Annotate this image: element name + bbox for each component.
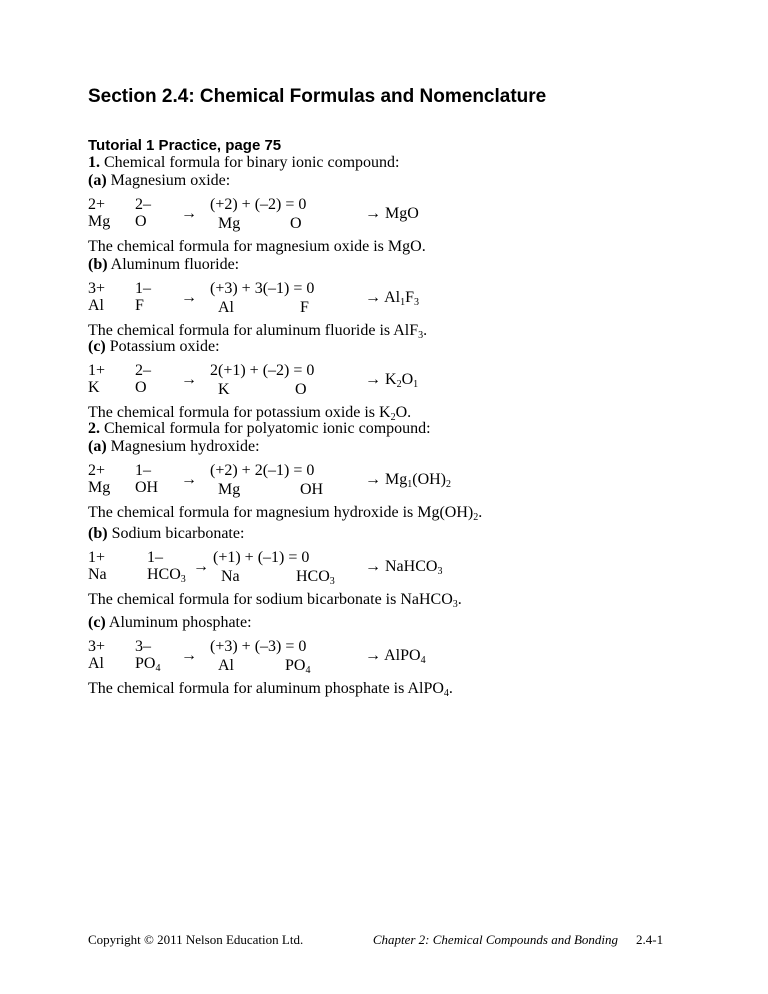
equation-ion1-text: K [218,381,230,398]
equation-ion2 [295,381,307,399]
footer-copyright: Copyright © 2011 Nelson Education Ltd. [88,932,304,947]
part-name: Aluminum fluoride: [107,256,240,273]
equation-ion1-text: Mg [218,215,241,232]
equation-ion2-text: PO [285,657,306,674]
section-title: Section 2.4: Chemical Formulas and Nomenclature [88,86,547,107]
ion2-symbol [135,213,147,231]
equation-ion2-text: O [295,381,307,398]
result-text: O [401,371,414,388]
conclusion-sentence [88,404,411,422]
charge-equation: (+2) + (–2) = 0 [210,196,307,213]
equation-ion1-text: Na [221,568,240,585]
subscript: 3 [329,576,335,587]
ion2-symbol [135,479,158,497]
conclusion-end: . [423,322,428,339]
equation-ion2-text: O [290,215,302,232]
part-heading [88,338,220,356]
ion2-charge [135,462,151,480]
result-text: → MgO [365,205,419,222]
subscript: 3 [418,330,424,341]
ion1-symbol-text: K [88,379,100,396]
arrow-icon: → [181,289,197,306]
equation-ion1 [218,381,230,399]
result-formula [365,205,419,223]
equation-ion1-text: Al [218,657,234,674]
ion2-symbol-text: OH [135,479,159,496]
part-heading [88,614,252,632]
ion2-charge-text: 1– [135,462,151,479]
conclusion-text: The chemical formula for potassium oxide is K [88,404,391,421]
subscript: 4 [420,655,426,666]
subscript: 3 [414,297,420,308]
subscript: 3 [180,574,186,585]
result-text: F [405,289,415,306]
ion2-charge-text: 2– [135,196,151,213]
result-text: → AlPO [365,647,421,664]
charge-equation: 2(+1) + (–2) = 0 [210,362,315,379]
equation-ion2 [285,657,310,675]
part-heading [88,438,260,456]
ion2-symbol [135,655,160,673]
question-1 [88,154,399,172]
arrow-icon: → [181,371,197,388]
part-heading [88,525,244,543]
part-label: (b) [88,525,108,542]
ion1-symbol [88,379,100,397]
ion2-charge-text: 1– [135,280,151,297]
conclusion-text: The chemical formula for aluminum phosphate is AlPO [88,680,444,697]
ion1-symbol-text: Mg [88,479,111,496]
q-text: Chemical formula for binary ionic compound: [100,154,400,171]
equation-ion2 [300,481,323,499]
equation-ion1-text: Al [218,299,234,316]
part-name: Sodium bicarbonate: [107,525,245,542]
ion2-symbol-text: O [135,379,147,396]
result-formula [365,471,451,489]
question-2 [88,420,431,438]
conclusion-text: The chemical formula for magnesium hydroxide is Mg(OH) [88,504,474,521]
result-formula [365,289,419,307]
conclusion-sentence [88,680,453,698]
charge-equation: (+2) + 2(–1) = 0 [210,462,315,479]
result-formula [365,647,426,665]
conclusion-text: The chemical formula for sodium bicarbonate is NaHCO [88,591,453,608]
ion2-symbol-text: F [135,297,144,314]
conclusion-end: O. [395,404,412,421]
part-heading [88,172,230,190]
ion2-symbol-text: PO [135,655,156,672]
ion1-symbol [88,479,110,497]
result-text: → NaHCO [365,558,438,575]
subscript: 2 [390,412,396,423]
conclusion-text: The chemical formula for magnesium oxide is MgO. [88,238,426,255]
equation-ion1 [221,568,240,586]
equation-ion2-text: HCO [296,568,330,585]
subscript: 2 [446,479,451,490]
conclusion-end: . [457,591,462,608]
q-num: 1. [88,154,100,171]
subscript: 4 [443,688,449,699]
ion1-charge [88,462,105,480]
equation-ion2 [296,568,335,586]
arrow-icon: → [193,558,209,575]
ion2-charge-text: 3– [135,638,151,655]
subscript: 1 [413,379,419,390]
ion1-charge [88,196,105,214]
ion2-charge-text: 2– [135,362,151,379]
arrow-icon: → [181,205,197,222]
equation-ion1 [218,215,240,233]
ion1-charge-text: 1+ [88,362,106,379]
charge-equation: (+3) + (–3) = 0 [210,638,307,655]
part-label: (b) [88,256,108,273]
ion2-symbol-text: O [135,213,147,230]
equation-ion1 [218,299,234,317]
conclusion-text: The chemical formula for aluminum fluoride is AlF [88,322,419,339]
result-text: → Al [365,289,401,306]
ion1-charge [88,362,105,380]
ion2-charge [147,549,163,567]
conclusion-sentence [88,238,426,256]
equation-ion2 [290,215,302,233]
subscript: 4 [155,663,161,674]
ion1-charge [88,549,105,567]
conclusion-end: . [478,504,483,521]
ion1-charge-text: 2+ [88,462,106,479]
ion1-charge-text: 2+ [88,196,106,213]
ion2-symbol [135,379,147,397]
conclusion-end: . [448,680,453,697]
arrow-icon: → [181,647,197,664]
conclusion-sentence [88,591,462,609]
ion1-charge-text: 1+ [88,549,106,566]
tutorial-heading: Tutorial 1 Practice, page 75 [88,137,282,154]
part-name: Magnesium hydroxide: [106,438,260,455]
equation-ion2-text: F [300,299,309,316]
ion1-symbol [88,566,107,584]
footer-chapter: Chapter 2: Chemical Compounds and Bonding [372,932,618,947]
part-label: (c) [88,338,106,355]
part-name: Potassium oxide: [105,338,220,355]
charge-equation: (+3) + 3(–1) = 0 [210,280,315,297]
ion1-symbol [88,655,104,673]
ion1-charge-text: 3+ [88,280,106,297]
subscript: 1 [400,297,406,308]
ion2-charge [135,362,151,380]
subscript: 4 [305,665,311,676]
ion1-symbol [88,297,104,315]
equation-ion2-text: OH [300,481,324,498]
part-name: Magnesium oxide: [106,172,231,189]
ion2-symbol-text: HCO [147,566,181,583]
arrow-icon: → [181,471,197,488]
ion1-symbol-text: Al [88,655,104,672]
subscript: 3 [437,566,443,577]
ion2-charge [135,196,151,214]
subscript: 3 [452,599,458,610]
ion1-symbol [88,213,110,231]
subscript: 2 [396,379,402,390]
subscript: 1 [407,479,413,490]
result-text: (OH) [412,471,446,488]
equation-ion1 [218,657,234,675]
q-text: Chemical formula for polyatomic ionic compound: [100,420,431,437]
result-text: → Mg [365,471,408,488]
charge-equation: (+1) + (–1) = 0 [213,549,310,566]
ion2-symbol [135,297,144,315]
ion1-charge-text: 3+ [88,638,106,655]
ion1-charge [88,280,105,298]
footer-page-number: 2.4-1 [636,932,664,947]
result-text: → K [365,371,397,388]
part-label: (a) [88,438,107,455]
part-name: Aluminum phosphate: [105,614,252,631]
ion2-charge [135,638,151,656]
ion1-symbol-text: Mg [88,213,111,230]
ion2-symbol [147,566,186,584]
part-label: (c) [88,614,106,631]
ion2-charge [135,280,151,298]
equation-ion1 [218,481,240,499]
ion1-symbol-text: Na [88,566,107,583]
ion2-charge-text: 1– [147,549,163,566]
q-num: 2. [88,420,100,437]
equation-ion2 [300,299,309,317]
part-heading [88,256,239,274]
conclusion-sentence [88,504,482,522]
part-label: (a) [88,172,107,189]
result-formula [365,558,442,576]
subscript: 2 [473,512,479,523]
ion1-symbol-text: Al [88,297,104,314]
result-formula [365,371,418,389]
equation-ion1-text: Mg [218,481,241,498]
ion1-charge [88,638,105,656]
